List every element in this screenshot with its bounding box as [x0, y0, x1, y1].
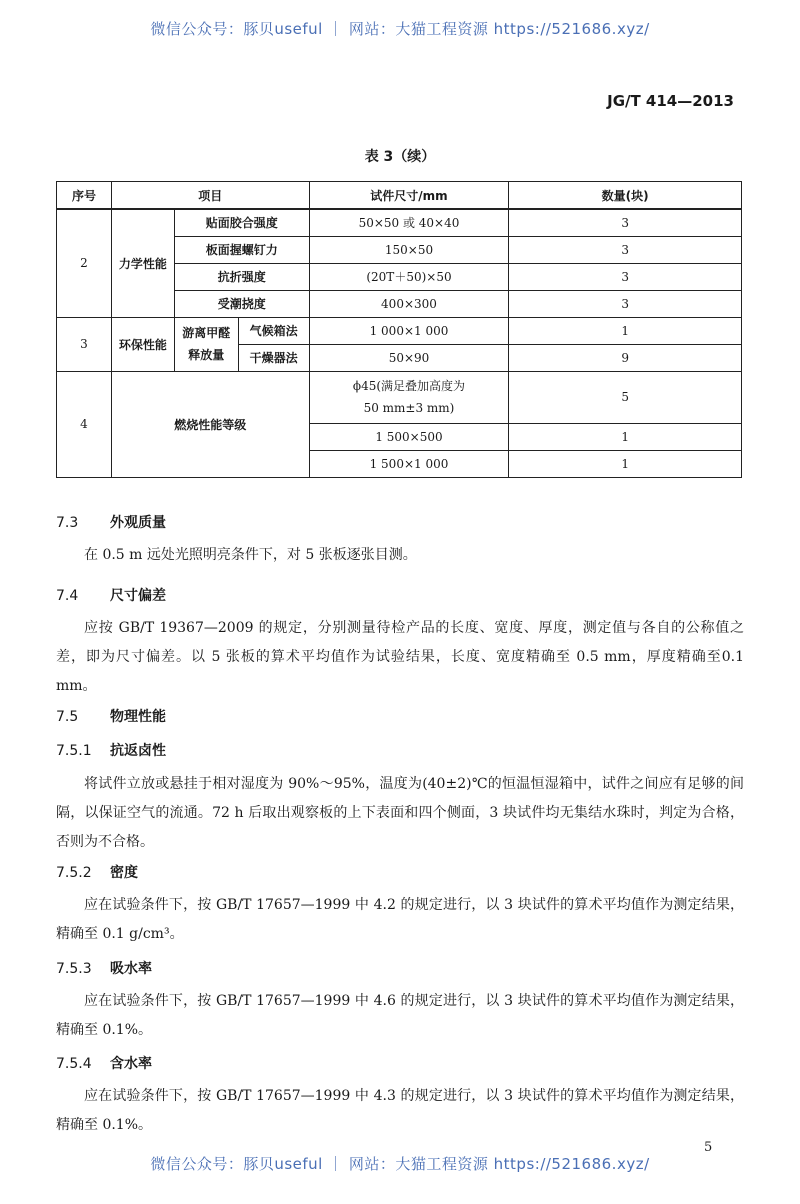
- row-qty: 1: [509, 450, 742, 477]
- section-number: 7.5.4: [56, 1056, 92, 1072]
- page-number: 5: [704, 1140, 713, 1155]
- section-title: 密度: [110, 865, 138, 881]
- section-text-7-5-2: 应在试验条件下，按 GB/T 17657—1999 中 4.2 的规定进行，以 3 块试件的算术平均值作为测定结果，精确至 0.1 g/cm³。: [56, 897, 744, 942]
- section-heading-7-5-2: [56, 862, 138, 882]
- section-number: 7.5.2: [56, 865, 92, 881]
- row-category: 燃烧性能等级: [111, 371, 309, 477]
- section-text-7-5-4: 应在试验条件下，按 GB/T 17657—1999 中 4.3 的规定进行，以 3 块试件的算术平均值作为测定结果，精确至 0.1%。: [56, 1088, 744, 1133]
- section-heading-7-5: [56, 706, 166, 726]
- section-title: 外观质量: [110, 515, 166, 531]
- section-title: 抗返卤性: [110, 743, 166, 759]
- table-title: 表 3（续）: [364, 149, 436, 165]
- section-title: 尺寸偏差: [110, 588, 166, 604]
- row-qty: 3: [509, 209, 742, 236]
- section-number: 7.5.1: [56, 743, 92, 759]
- header-item: 项目: [111, 182, 309, 210]
- row-method: 气候箱法: [238, 317, 309, 344]
- watermark-top: 微信公众号：豚贝useful ｜ 网站：大猫工程资源 https://521686.xyz/: [150, 20, 650, 38]
- row-size-line2: 50 mm±3 mm): [363, 401, 455, 415]
- section-number: 7.3: [56, 515, 79, 531]
- header-no: 序号: [57, 182, 112, 210]
- section-text-7-3: 在 0.5 m 远处光照明亮条件下，对 5 张板逐张目测。: [84, 547, 417, 563]
- section-number: 7.4: [56, 588, 79, 604]
- row-size: 1 000×1 000: [309, 317, 509, 344]
- header-qty: 数量(块): [509, 182, 742, 210]
- row-size: 1 500×1 000: [309, 450, 509, 477]
- table-row: [57, 371, 742, 423]
- table-row: [57, 317, 742, 344]
- row-qty: 3: [509, 263, 742, 290]
- section-title: 物理性能: [110, 709, 166, 725]
- row-qty: 9: [509, 344, 742, 371]
- row-item: 受潮挠度: [174, 290, 309, 317]
- section-heading-7-5-1: [56, 740, 166, 760]
- table-row: [57, 209, 742, 236]
- row-method: 干燥器法: [238, 344, 309, 371]
- standard-code: JG/T 414—2013: [607, 92, 734, 110]
- section-heading-7-4: [56, 585, 166, 605]
- row-item: 板面握螺钉力: [174, 236, 309, 263]
- section-heading-7-3: [56, 512, 166, 532]
- header-size: 试件尺寸/mm: [309, 182, 509, 210]
- row-size: 150×50: [309, 236, 509, 263]
- row-qty: 1: [509, 423, 742, 450]
- row-size: 1 500×500: [309, 423, 509, 450]
- row-category: 力学性能: [111, 209, 174, 317]
- spec-table: [56, 181, 742, 478]
- section-title: 含水率: [110, 1056, 152, 1072]
- section-heading-7-5-4: [56, 1053, 152, 1073]
- row-no: 4: [57, 371, 112, 477]
- section-number: 7.5.3: [56, 961, 92, 977]
- row-qty: 3: [509, 290, 742, 317]
- section-text-7-5-1: 将试件立放或悬挂于相对湿度为 90%～95%，温度为(40±2)℃的恒温恒湿箱中，试件之间应有足够的间隔，以保证空气的流通。72 h 后取出观察板的上下表面和四个侧面，3 块试件均无集结水珠时，判定为合格，否则为不合格。: [56, 776, 744, 850]
- table-header-row: [57, 182, 742, 210]
- section-title: 吸水率: [110, 961, 152, 977]
- row-item: 抗折强度: [174, 263, 309, 290]
- row-size: (20T＋50)×50: [309, 263, 509, 290]
- row-size: 400×300: [309, 290, 509, 317]
- row-size: [309, 371, 509, 423]
- row-category: 环保性能: [111, 317, 174, 371]
- row-item: 贴面胶合强度: [174, 209, 309, 236]
- section-number: 7.5: [56, 709, 79, 725]
- section-text-7-4: 应按 GB/T 19367—2009 的规定，分别测量待检产品的长度、宽度、厚度，测定值与各自的公称值之差，即为尺寸偏差。以 5 张板的算术平均值作为试验结果，长度、宽度精确至 0.5 mm，厚度精确至0.1 mm。: [56, 620, 744, 694]
- row-no: 2: [57, 209, 112, 317]
- row-subcategory: 游离甲醛释放量: [174, 317, 238, 371]
- row-qty: 3: [509, 236, 742, 263]
- row-no: 3: [57, 317, 112, 371]
- row-size-line1: ϕ45(满足叠加高度为: [352, 379, 466, 393]
- watermark-bottom: 微信公众号：豚贝useful ｜ 网站：大猫工程资源 https://521686.xyz/: [150, 1155, 650, 1173]
- section-text-7-5-3: 应在试验条件下，按 GB/T 17657—1999 中 4.6 的规定进行，以 3 块试件的算术平均值作为测定结果，精确至 0.1%。: [56, 993, 744, 1038]
- row-size: 50×50 或 40×40: [309, 209, 509, 236]
- row-qty: 5: [509, 371, 742, 423]
- row-qty: 1: [509, 317, 742, 344]
- section-heading-7-5-3: [56, 958, 152, 978]
- row-size: 50×90: [309, 344, 509, 371]
